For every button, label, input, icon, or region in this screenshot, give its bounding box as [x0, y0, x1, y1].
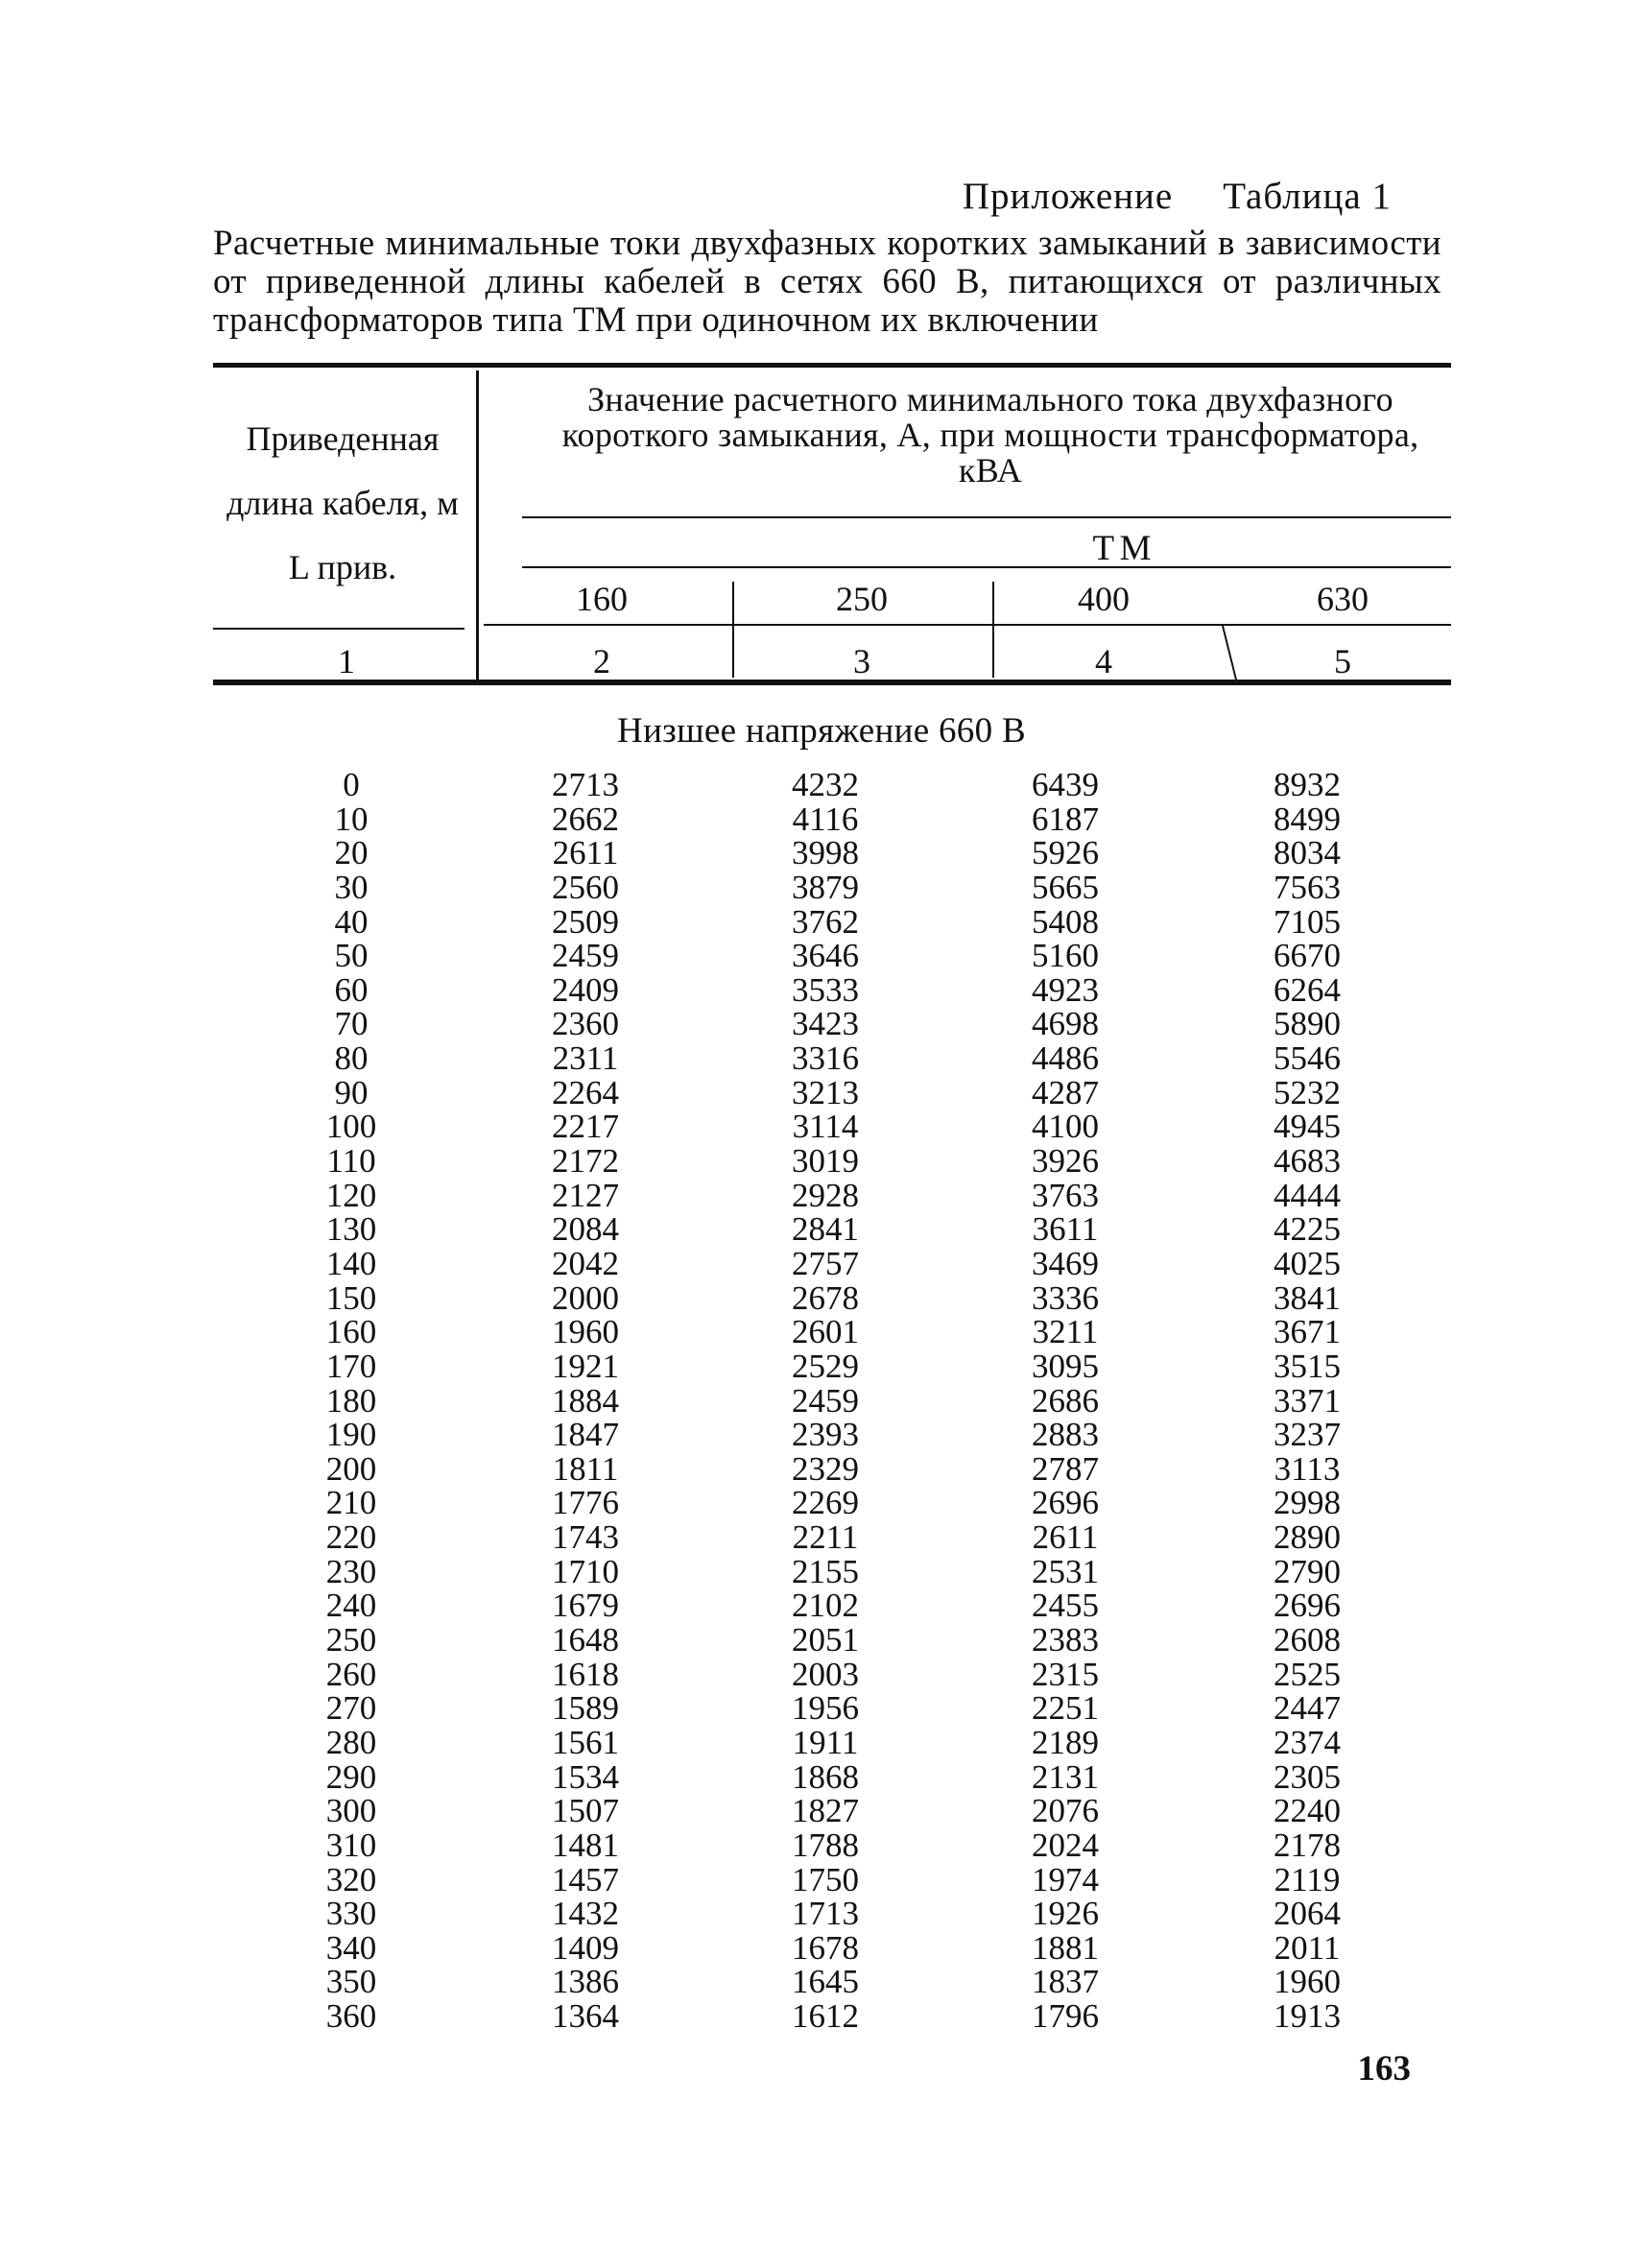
table-row	[0, 1418, 1643, 1452]
i630-cell: 2447	[1274, 1689, 1341, 1728]
i160-cell: 1507	[552, 1792, 619, 1830]
length-cell: 90	[334, 1073, 369, 1111]
table-row	[0, 868, 1643, 906]
i630-cell: 8034	[1274, 834, 1341, 872]
i160-cell: 1743	[552, 1518, 619, 1557]
length-cell: 130	[325, 1210, 377, 1249]
i160-cell: 1776	[552, 1484, 619, 1522]
i630-cell: 2525	[1274, 1655, 1341, 1693]
i160-cell: 1409	[552, 1928, 619, 1967]
i160-cell: 2560	[552, 868, 619, 906]
i250-cell: 4116	[792, 800, 859, 838]
table-row	[0, 1244, 1643, 1282]
i630-cell: 5890	[1274, 1005, 1341, 1043]
length-cell: 210	[325, 1484, 377, 1522]
column-number-1: 1	[338, 642, 355, 680]
length-cell: 0	[343, 766, 360, 803]
i160-cell: 2084	[552, 1210, 619, 1249]
length-cell: 310	[325, 1826, 377, 1864]
stub-line-3: L прив.	[288, 548, 397, 586]
length-cell: 10	[334, 800, 369, 838]
length-cell: 120	[325, 1176, 377, 1214]
i160-cell: 1811	[552, 1449, 619, 1488]
i400-cell: 1837	[1032, 1963, 1099, 2001]
i250-cell: 1713	[792, 1895, 859, 1933]
length-cell: 240	[325, 1587, 377, 1625]
table-row	[0, 1520, 1643, 1555]
i160-cell: 1648	[552, 1621, 619, 1659]
i400-cell: 3211	[1032, 1313, 1099, 1351]
table-row	[0, 1623, 1643, 1658]
i250-cell: 2003	[792, 1655, 859, 1693]
i630-cell: 2998	[1274, 1484, 1341, 1522]
i400-cell: 1796	[1032, 1997, 1099, 2036]
i160-cell: 2264	[552, 1073, 619, 1111]
i160-cell: 1679	[552, 1587, 619, 1625]
i630-cell: 2240	[1274, 1792, 1341, 1830]
length-cell: 340	[325, 1928, 377, 1967]
length-cell: 140	[325, 1244, 377, 1282]
table-row	[0, 768, 1643, 802]
length-cell: 190	[325, 1416, 377, 1454]
column-number-5: 5	[1334, 642, 1351, 680]
table-row	[0, 1723, 1643, 1761]
length-cell: 50	[334, 937, 369, 975]
i250-cell: 2601	[792, 1313, 859, 1351]
col-divider-2-3	[732, 582, 734, 678]
i250-cell: 1868	[792, 1757, 859, 1796]
table-row	[0, 1965, 1643, 1999]
i400-cell: 1926	[1032, 1895, 1099, 1933]
i160-cell: 2360	[552, 1005, 619, 1043]
i250-cell: 3646	[792, 937, 859, 975]
length-cell: 220	[325, 1518, 377, 1557]
col-divider-3-4	[992, 582, 994, 678]
spanner-rule	[522, 516, 1451, 518]
i160-cell: 1589	[552, 1689, 619, 1728]
length-cell: 290	[325, 1757, 377, 1796]
i160-cell: 1921	[552, 1347, 619, 1385]
i400-cell: 4100	[1032, 1108, 1099, 1146]
table-row	[0, 939, 1643, 973]
table-label: Таблица 1	[1223, 176, 1392, 217]
i160-cell: 2172	[552, 1142, 619, 1181]
i250-cell: 3114	[792, 1108, 859, 1146]
i250-cell: 1911	[792, 1723, 859, 1761]
table-row	[0, 1007, 1643, 1041]
i400-cell: 2189	[1032, 1723, 1099, 1761]
table-row	[0, 1828, 1643, 1863]
i630-cell: 1913	[1274, 1997, 1341, 2036]
i250-cell: 2841	[792, 1210, 859, 1249]
appendix-label: Приложение	[962, 176, 1174, 217]
i250-cell: 2678	[792, 1278, 859, 1317]
i630-cell: 2890	[1274, 1518, 1341, 1557]
i400-cell: 2024	[1032, 1826, 1099, 1864]
length-cell: 20	[334, 834, 369, 872]
col-divider-4-5	[1222, 626, 1237, 680]
i400-cell: 5665	[1032, 868, 1099, 906]
stub-line-1: Приведенная	[246, 419, 440, 458]
length-cell: 200	[325, 1449, 377, 1488]
i630-cell: 1960	[1274, 1963, 1341, 2001]
length-cell: 280	[325, 1723, 377, 1761]
i250-cell: 3533	[792, 970, 859, 1009]
length-cell: 30	[334, 868, 369, 906]
i400-cell: 2251	[1032, 1689, 1099, 1728]
i160-cell: 1847	[552, 1416, 619, 1454]
i400-cell: 6187	[1032, 800, 1099, 838]
i630-cell: 7563	[1274, 868, 1341, 906]
table-row	[0, 1588, 1643, 1623]
length-cell: 170	[325, 1347, 377, 1385]
table-caption: Расчетные минимальные токи двухфазных коротких замыканий в зависимости от приведенной длины кабелей в сетях 660 В, питающихся от различных трансформаторов типа ТМ при одиночном их включении	[213, 224, 1441, 340]
i630-cell: 2608	[1274, 1621, 1341, 1659]
i160-cell: 1710	[552, 1552, 619, 1590]
i250-cell: 1956	[792, 1689, 859, 1728]
i250-cell: 2102	[792, 1587, 859, 1625]
length-cell: 320	[325, 1860, 377, 1898]
i400-cell: 2696	[1032, 1484, 1099, 1522]
power-header-400: 400	[1078, 580, 1130, 618]
table-row	[0, 1144, 1643, 1179]
table-row	[0, 1278, 1643, 1317]
i250-cell: 3998	[792, 834, 859, 872]
i160-cell: 2409	[552, 970, 619, 1009]
i250-cell: 3316	[792, 1039, 859, 1078]
i250-cell: 1678	[792, 1928, 859, 1967]
i630-cell: 8932	[1274, 766, 1341, 803]
i400-cell: 5926	[1032, 834, 1099, 872]
i160-cell: 2217	[552, 1108, 619, 1146]
transformer-type: ТМ	[1092, 529, 1157, 568]
spanner-header: Значение расчетного минимального тока двухфазного короткого замыкания, А, при мощности трансформатора, кВА	[561, 380, 1419, 489]
i250-cell: 3423	[792, 1005, 859, 1043]
table-row	[0, 1757, 1643, 1796]
i630-cell: 3371	[1274, 1381, 1341, 1420]
type-rule	[522, 566, 1451, 568]
table-row	[0, 1897, 1643, 1931]
length-cell: 110	[326, 1142, 376, 1181]
i160-cell: 2000	[552, 1278, 619, 1317]
length-cell: 360	[325, 1997, 377, 2036]
length-cell: 180	[325, 1381, 377, 1420]
i630-cell: 4025	[1274, 1244, 1341, 1282]
i160-cell: 1534	[552, 1757, 619, 1796]
table-row	[0, 902, 1643, 941]
table-row	[0, 1176, 1643, 1214]
page-heading	[963, 175, 1392, 218]
length-cell: 60	[334, 970, 369, 1009]
i400-cell: 3469	[1032, 1244, 1099, 1282]
i400-cell: 2315	[1032, 1655, 1099, 1693]
i400-cell: 1881	[1032, 1928, 1099, 1967]
i250-cell: 2211	[792, 1518, 859, 1557]
i400-cell: 6439	[1032, 766, 1099, 803]
length-cell: 330	[325, 1895, 377, 1933]
table-row	[0, 836, 1643, 871]
table-row	[0, 1691, 1643, 1726]
i400-cell: 4923	[1032, 970, 1099, 1009]
length-cell: 40	[334, 902, 369, 941]
i630-cell: 4444	[1274, 1176, 1341, 1214]
i250-cell: 4232	[792, 766, 859, 803]
i160-cell: 1960	[552, 1313, 619, 1351]
table-row	[0, 1349, 1643, 1384]
length-cell: 230	[325, 1552, 377, 1590]
table-row	[0, 1999, 1643, 2034]
table-row	[0, 970, 1643, 1009]
i160-cell: 2611	[552, 834, 619, 872]
i250-cell: 2529	[792, 1347, 859, 1385]
i630-cell: 2696	[1274, 1587, 1341, 1625]
i630-cell: 3237	[1274, 1416, 1341, 1454]
table-row	[0, 1073, 1643, 1111]
i160-cell: 1457	[552, 1860, 619, 1898]
i250-cell: 2329	[792, 1449, 859, 1488]
i160-cell: 2311	[552, 1039, 619, 1078]
i400-cell: 2787	[1032, 1449, 1099, 1488]
i160-cell: 1432	[552, 1895, 619, 1933]
top-rule	[213, 363, 1451, 368]
length-cell: 300	[325, 1792, 377, 1830]
i630-cell: 8499	[1274, 800, 1341, 838]
i400-cell: 4698	[1032, 1005, 1099, 1043]
stub-rule	[213, 628, 464, 630]
length-cell: 100	[325, 1108, 377, 1146]
i250-cell: 2757	[792, 1244, 859, 1282]
i160-cell: 2042	[552, 1244, 619, 1282]
i630-cell: 7105	[1274, 902, 1341, 941]
length-cell: 160	[325, 1313, 377, 1351]
powers-rule	[484, 624, 1451, 626]
i160-cell: 1561	[552, 1723, 619, 1761]
i160-cell: 1618	[552, 1655, 619, 1693]
column-number-3: 3	[853, 642, 870, 680]
stub-line-2: длина кабеля, м	[226, 484, 459, 522]
i250-cell: 1645	[792, 1963, 859, 2001]
power-header-630: 630	[1317, 580, 1369, 618]
column-number-4: 4	[1095, 642, 1112, 680]
i160-cell: 2662	[552, 800, 619, 838]
i400-cell: 5160	[1032, 937, 1099, 975]
i250-cell: 3213	[792, 1073, 859, 1111]
i630-cell: 3515	[1274, 1347, 1341, 1385]
length-cell: 270	[325, 1689, 377, 1728]
i160-cell: 2713	[552, 766, 619, 803]
section-title: Низшее напряжение 660 В	[617, 711, 1026, 751]
table-row	[0, 1486, 1643, 1520]
i250-cell: 2155	[792, 1552, 859, 1590]
table-row	[0, 1794, 1643, 1828]
i400-cell: 3611	[1032, 1210, 1099, 1249]
length-cell: 250	[325, 1621, 377, 1659]
i400-cell: 3095	[1032, 1347, 1099, 1385]
power-header-250: 250	[836, 580, 888, 618]
i630-cell: 2119	[1274, 1860, 1341, 1898]
table-row	[0, 1110, 1643, 1144]
table-row	[0, 1552, 1643, 1590]
i400-cell: 2455	[1032, 1587, 1099, 1625]
i400-cell: 2611	[1032, 1518, 1099, 1557]
i630-cell: 6670	[1274, 937, 1341, 975]
table-row	[0, 1212, 1643, 1247]
i400-cell: 4287	[1032, 1073, 1099, 1111]
i250-cell: 1788	[792, 1826, 859, 1864]
i400-cell: 1974	[1032, 1860, 1099, 1898]
i630-cell: 4225	[1274, 1210, 1341, 1249]
i250-cell: 2459	[792, 1381, 859, 1420]
i250-cell: 1827	[792, 1792, 859, 1830]
length-cell: 260	[325, 1655, 377, 1693]
table-row	[0, 1449, 1643, 1488]
column-number-2: 2	[593, 642, 610, 680]
i250-cell: 2269	[792, 1484, 859, 1522]
i250-cell: 2928	[792, 1176, 859, 1214]
i630-cell: 2178	[1274, 1826, 1341, 1864]
i630-cell: 3671	[1274, 1313, 1341, 1351]
table-row	[0, 1928, 1643, 1967]
i630-cell: 2374	[1274, 1723, 1341, 1761]
table-row	[0, 1655, 1643, 1693]
i250-cell: 2051	[792, 1621, 859, 1659]
i400-cell: 2883	[1032, 1416, 1099, 1454]
table-row	[0, 1860, 1643, 1898]
i250-cell: 3762	[792, 902, 859, 941]
i160-cell: 2127	[552, 1176, 619, 1214]
i630-cell: 3841	[1274, 1278, 1341, 1317]
i630-cell: 2790	[1274, 1552, 1341, 1590]
table-row	[0, 1041, 1643, 1076]
i250-cell: 3879	[792, 868, 859, 906]
i160-cell: 1386	[552, 1963, 619, 2001]
table-row	[0, 1381, 1643, 1420]
page-number: 163	[1357, 2049, 1411, 2089]
i630-cell: 2011	[1274, 1928, 1341, 1967]
i400-cell: 2383	[1032, 1621, 1099, 1659]
table-row	[0, 1315, 1643, 1349]
i630-cell: 2305	[1274, 1757, 1341, 1796]
i630-cell: 3113	[1274, 1449, 1341, 1488]
i250-cell: 1750	[792, 1860, 859, 1898]
i630-cell: 5232	[1274, 1073, 1341, 1111]
i160-cell: 1481	[552, 1826, 619, 1864]
i400-cell: 3763	[1032, 1176, 1099, 1214]
i400-cell: 2531	[1032, 1552, 1099, 1590]
i400-cell: 2686	[1032, 1381, 1099, 1420]
i630-cell: 2064	[1274, 1895, 1341, 1933]
power-header-160: 160	[576, 580, 628, 618]
table-body	[0, 768, 1643, 2034]
i630-cell: 5546	[1274, 1039, 1341, 1078]
i250-cell: 3019	[792, 1142, 859, 1181]
i400-cell: 5408	[1032, 902, 1099, 941]
i160-cell: 1884	[552, 1381, 619, 1420]
i400-cell: 2131	[1032, 1757, 1099, 1796]
table-row	[0, 802, 1643, 837]
stub-header	[213, 407, 472, 600]
i160-cell: 2509	[552, 902, 619, 941]
i160-cell: 1364	[552, 1997, 619, 2036]
i400-cell: 2076	[1032, 1792, 1099, 1830]
i630-cell: 4945	[1274, 1108, 1341, 1146]
length-cell: 70	[334, 1005, 369, 1043]
length-cell: 80	[334, 1039, 369, 1078]
length-cell: 150	[325, 1278, 377, 1317]
i250-cell: 1612	[792, 1997, 859, 2036]
i160-cell: 2459	[552, 937, 619, 975]
i400-cell: 3926	[1032, 1142, 1099, 1181]
i630-cell: 4683	[1274, 1142, 1341, 1181]
i250-cell: 2393	[792, 1416, 859, 1454]
i630-cell: 6264	[1274, 970, 1341, 1009]
i400-cell: 3336	[1032, 1278, 1099, 1317]
stub-divider	[476, 370, 479, 680]
table-header	[213, 363, 1451, 689]
length-cell: 350	[325, 1963, 377, 2001]
i400-cell: 4486	[1032, 1039, 1099, 1078]
